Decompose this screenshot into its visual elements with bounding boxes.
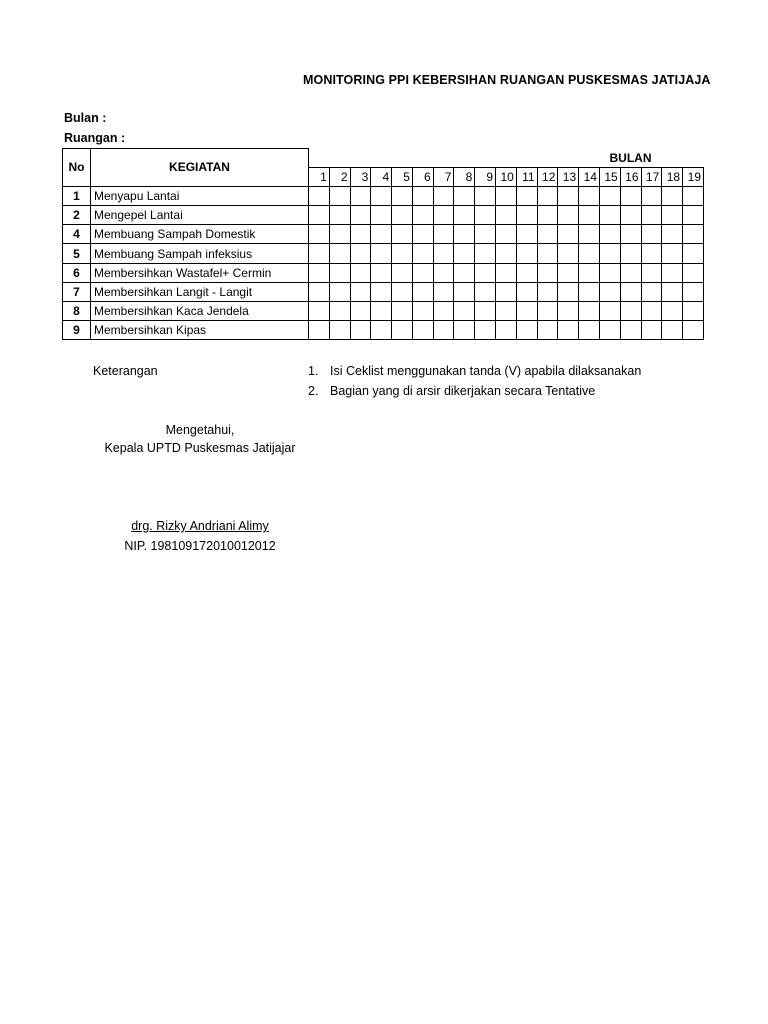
checklist-cell xyxy=(662,302,683,321)
checklist-cell xyxy=(309,282,330,301)
checklist-cell xyxy=(620,244,641,263)
checklist-cell xyxy=(412,225,433,244)
checklist-cell xyxy=(475,263,496,282)
checklist-cell xyxy=(579,206,600,225)
checklist-cell xyxy=(537,244,558,263)
checklist-cell xyxy=(662,186,683,205)
row-number: 1 xyxy=(63,186,91,205)
checklist-cell xyxy=(309,225,330,244)
checklist-cell xyxy=(433,282,454,301)
day-number-cell: 3 xyxy=(350,167,371,186)
row-kegiatan: Menyapu Lantai xyxy=(91,186,309,205)
checklist-cell xyxy=(496,186,517,205)
day-number-cell: 9 xyxy=(475,167,496,186)
note-text: Bagian yang di arsir dikerjakan secara Tentative xyxy=(330,384,596,398)
checklist-cell xyxy=(516,263,537,282)
signature-position: Kepala UPTD Puskesmas Jatijajar xyxy=(104,441,296,455)
checklist-cell xyxy=(579,225,600,244)
checklist-cell xyxy=(620,206,641,225)
checklist-cell xyxy=(558,302,579,321)
checklist-cell xyxy=(516,282,537,301)
checklist-cell xyxy=(620,263,641,282)
day-number-cell: 13 xyxy=(558,167,579,186)
checklist-cell xyxy=(433,321,454,340)
checklist-cell xyxy=(496,321,517,340)
checklist-cell xyxy=(558,282,579,301)
row-number: 4 xyxy=(63,225,91,244)
checklist-cell xyxy=(392,263,413,282)
day-number-cell: 11 xyxy=(516,167,537,186)
checklist-cell xyxy=(662,225,683,244)
checklist-cell xyxy=(475,302,496,321)
checklist-cell xyxy=(329,321,350,340)
checklist-cell xyxy=(350,302,371,321)
header-bulan: BULAN xyxy=(309,149,704,168)
bulan-label: Bulan : xyxy=(64,111,107,125)
checklist-cell xyxy=(579,282,600,301)
checklist-cell xyxy=(392,321,413,340)
note-text: Isi Ceklist menggunakan tanda (V) apabila dilaksanakan xyxy=(330,364,642,378)
row-number: 6 xyxy=(63,263,91,282)
checklist-cell xyxy=(599,302,620,321)
checklist-cell xyxy=(309,302,330,321)
table-header-row xyxy=(63,149,704,168)
checklist-cell xyxy=(641,282,662,301)
checklist-cell xyxy=(558,225,579,244)
table-row xyxy=(63,282,704,301)
checklist-cell xyxy=(329,263,350,282)
checklist-cell xyxy=(537,186,558,205)
checklist-cell xyxy=(579,244,600,263)
checklist-cell xyxy=(683,244,704,263)
checklist-cell xyxy=(412,244,433,263)
checklist-cell xyxy=(433,186,454,205)
checklist-cell xyxy=(475,282,496,301)
checklist-cell xyxy=(475,206,496,225)
checklist-cell xyxy=(309,186,330,205)
checklist-cell xyxy=(662,321,683,340)
checklist-cell xyxy=(579,263,600,282)
checklist-cell xyxy=(620,321,641,340)
checklist-cell xyxy=(309,244,330,263)
day-number-cell: 10 xyxy=(496,167,517,186)
checklist-cell xyxy=(683,206,704,225)
checklist-cell xyxy=(454,225,475,244)
checklist-cell xyxy=(579,302,600,321)
checklist-cell xyxy=(496,206,517,225)
day-number-cell: 5 xyxy=(392,167,413,186)
row-number: 5 xyxy=(63,244,91,263)
day-number-cell: 1 xyxy=(309,167,330,186)
checklist-cell xyxy=(309,321,330,340)
checklist-cell xyxy=(599,321,620,340)
table-row xyxy=(63,263,704,282)
row-kegiatan: Membuang Sampah Domestik xyxy=(91,225,309,244)
checklist-cell xyxy=(516,225,537,244)
row-number: 8 xyxy=(63,302,91,321)
checklist-cell xyxy=(496,244,517,263)
checklist-cell xyxy=(683,302,704,321)
checklist-cell xyxy=(350,225,371,244)
signature-mengetahui: Mengetahui, xyxy=(165,423,235,437)
row-kegiatan: Membersihkan Kipas xyxy=(91,321,309,340)
checklist-cell xyxy=(475,186,496,205)
day-number-cell: 18 xyxy=(662,167,683,186)
checklist-cell xyxy=(496,302,517,321)
checklist-cell xyxy=(537,302,558,321)
day-number-cell: 4 xyxy=(371,167,392,186)
row-number: 7 xyxy=(63,282,91,301)
signature-nip: NIP. 198109172010012012 xyxy=(124,539,276,553)
checklist-cell xyxy=(683,321,704,340)
checklist-cell xyxy=(641,302,662,321)
table-body xyxy=(63,186,704,340)
checklist-cell xyxy=(558,244,579,263)
checklist-cell xyxy=(371,302,392,321)
checklist-cell xyxy=(371,282,392,301)
checklist-cell xyxy=(599,186,620,205)
checklist-cell xyxy=(454,186,475,205)
checklist-cell xyxy=(412,282,433,301)
checklist-cell xyxy=(392,206,413,225)
checklist-cell xyxy=(683,263,704,282)
table-row xyxy=(63,302,704,321)
table-row xyxy=(63,186,704,205)
row-kegiatan: Mengepel Lantai xyxy=(91,206,309,225)
checklist-cell xyxy=(620,302,641,321)
checklist-cell xyxy=(350,206,371,225)
checklist-cell xyxy=(537,225,558,244)
checklist-cell xyxy=(599,225,620,244)
checklist-cell xyxy=(475,244,496,263)
checklist-cell xyxy=(579,321,600,340)
checklist-cell xyxy=(392,302,413,321)
checklist-cell xyxy=(662,282,683,301)
row-kegiatan: Membersihkan Kaca Jendela xyxy=(91,302,309,321)
checklist-cell xyxy=(662,244,683,263)
checklist-cell xyxy=(537,321,558,340)
day-number-cell: 15 xyxy=(599,167,620,186)
table-row xyxy=(63,244,704,263)
checklist-cell xyxy=(599,244,620,263)
day-number-cell: 19 xyxy=(683,167,704,186)
checklist-cell xyxy=(371,206,392,225)
day-number-cell: 16 xyxy=(620,167,641,186)
checklist-cell xyxy=(641,321,662,340)
checklist-cell xyxy=(620,282,641,301)
day-number-cell: 17 xyxy=(641,167,662,186)
checklist-cell xyxy=(454,244,475,263)
checklist-cell xyxy=(620,186,641,205)
checklist-cell xyxy=(599,263,620,282)
checklist-cell xyxy=(579,186,600,205)
row-kegiatan: Membuang Sampah infeksius xyxy=(91,244,309,263)
checklist-cell xyxy=(558,321,579,340)
checklist-cell xyxy=(433,206,454,225)
table-row xyxy=(63,321,704,340)
checklist-cell xyxy=(309,206,330,225)
row-number: 9 xyxy=(63,321,91,340)
checklist-cell xyxy=(350,282,371,301)
checklist-cell xyxy=(392,282,413,301)
day-number-cell: 12 xyxy=(537,167,558,186)
ruangan-label: Ruangan : xyxy=(64,131,126,145)
checklist-cell xyxy=(371,263,392,282)
checklist-cell xyxy=(641,186,662,205)
checklist-cell xyxy=(496,263,517,282)
checklist-cell xyxy=(599,282,620,301)
day-number-cell: 2 xyxy=(329,167,350,186)
checklist-cell xyxy=(516,321,537,340)
checklist-cell xyxy=(454,321,475,340)
checklist-cell xyxy=(433,263,454,282)
keterangan-label: Keterangan xyxy=(93,364,158,378)
checklist-cell xyxy=(329,206,350,225)
day-number-cell: 8 xyxy=(454,167,475,186)
checklist-cell xyxy=(620,225,641,244)
checklist-cell xyxy=(662,206,683,225)
checklist-cell xyxy=(683,186,704,205)
checklist-cell xyxy=(412,302,433,321)
checklist-cell xyxy=(433,244,454,263)
checklist-cell xyxy=(475,225,496,244)
checklist-cell xyxy=(496,282,517,301)
checklist-cell xyxy=(641,244,662,263)
checklist-cell xyxy=(641,206,662,225)
header-kegiatan: KEGIATAN xyxy=(91,149,309,187)
checklist-cell xyxy=(475,321,496,340)
checklist-cell xyxy=(412,263,433,282)
note-number: 2. xyxy=(308,384,319,398)
checklist-cell xyxy=(662,263,683,282)
checklist-cell xyxy=(329,244,350,263)
checklist-cell xyxy=(641,263,662,282)
checklist-cell xyxy=(350,186,371,205)
checklist-cell xyxy=(350,321,371,340)
checklist-cell xyxy=(454,302,475,321)
checklist-cell xyxy=(329,282,350,301)
checklist-cell xyxy=(371,186,392,205)
checklist-cell xyxy=(433,225,454,244)
signature-name: drg. Rizky Andriani Alimy xyxy=(131,519,269,533)
checklist-cell xyxy=(641,225,662,244)
note-number: 1. xyxy=(308,364,319,378)
page-title: MONITORING PPI KEBERSIHAN RUANGAN PUSKESMAS JATIJAJA xyxy=(303,73,711,87)
checklist-cell xyxy=(392,186,413,205)
checklist-cell xyxy=(558,186,579,205)
checklist-cell xyxy=(371,244,392,263)
checklist-cell xyxy=(433,302,454,321)
checklist-cell xyxy=(371,321,392,340)
day-number-cell: 6 xyxy=(412,167,433,186)
note-item xyxy=(308,364,641,384)
keterangan-notes xyxy=(308,364,641,404)
checklist-cell xyxy=(516,206,537,225)
checklist-cell xyxy=(454,282,475,301)
checklist-cell xyxy=(558,206,579,225)
checklist-cell xyxy=(516,302,537,321)
checklist-cell xyxy=(329,302,350,321)
row-kegiatan: Membersihkan Langit - Langit xyxy=(91,282,309,301)
checklist-cell xyxy=(599,206,620,225)
checklist-cell xyxy=(371,225,392,244)
checklist-cell xyxy=(412,186,433,205)
header-no: No xyxy=(63,149,91,187)
table-row xyxy=(63,206,704,225)
checklist-cell xyxy=(392,225,413,244)
checklist-cell xyxy=(558,263,579,282)
monitoring-table xyxy=(62,148,704,340)
checklist-cell xyxy=(329,186,350,205)
checklist-cell xyxy=(516,186,537,205)
row-number: 2 xyxy=(63,206,91,225)
checklist-cell xyxy=(392,244,413,263)
note-item xyxy=(308,384,641,404)
checklist-cell xyxy=(683,282,704,301)
checklist-cell xyxy=(683,225,704,244)
day-number-cell: 14 xyxy=(579,167,600,186)
day-number-cell: 7 xyxy=(433,167,454,186)
row-kegiatan: Membersihkan Wastafel+ Cermin xyxy=(91,263,309,282)
checklist-cell xyxy=(537,282,558,301)
checklist-cell xyxy=(350,263,371,282)
checklist-cell xyxy=(454,263,475,282)
checklist-cell xyxy=(350,244,371,263)
checklist-cell xyxy=(412,321,433,340)
checklist-cell xyxy=(516,244,537,263)
table-row xyxy=(63,225,704,244)
checklist-cell xyxy=(496,225,517,244)
checklist-cell xyxy=(309,263,330,282)
checklist-cell xyxy=(329,225,350,244)
checklist-cell xyxy=(537,263,558,282)
checklist-cell xyxy=(454,206,475,225)
checklist-cell xyxy=(412,206,433,225)
checklist-cell xyxy=(537,206,558,225)
